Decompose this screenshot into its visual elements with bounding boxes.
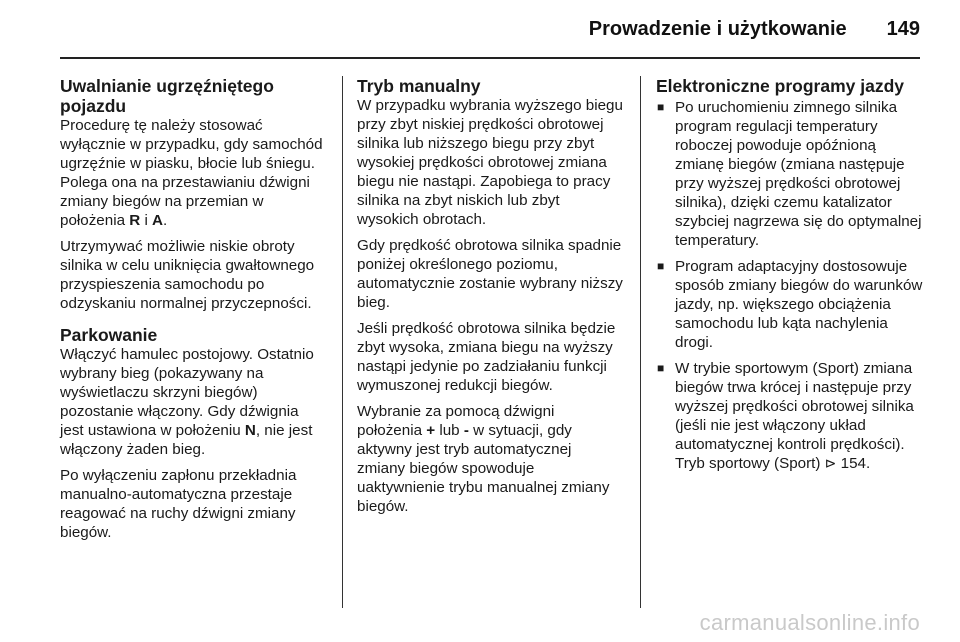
column-divider-1 (342, 76, 343, 608)
paragraph: Jeśli prędkość obrotowa silnika będzie zbyt wysoka, zmiana biegu na wyższy nastąpi jedynie po zadziałaniu funkcji wymuszonej redukcji biegów. (357, 320, 616, 394)
column-divider-2 (640, 76, 641, 608)
page-reference-icon: ⊳ (824, 455, 837, 471)
paragraph: Utrzymywać możliwie niskie obroty silnika w celu uniknięcia gwałtownego przyspieszenia samochodu po odzyskaniu normalnej przyczepności. (60, 238, 315, 312)
bullet-list (656, 98, 926, 473)
column-middle (357, 76, 623, 523)
paragraph: Procedurę tę należy stosować wyłącznie w przypadku, gdy samochód ugrzęźnie w piasku, błocie lub śniegu. Polega ona na przestawianiu dźwigni zmiany biegów na przemian w położenia R i A. (60, 117, 323, 229)
paragraph: Gdy prędkość obrotowa silnika spadnie poniżej określonego poziomu, automatycznie zostanie wybrany niższy bieg. (357, 237, 623, 311)
minus-symbol: - (463, 422, 469, 439)
column-left (60, 76, 326, 554)
section-heading-parking: Parkowanie (60, 325, 158, 345)
plus-symbol: + (426, 422, 436, 439)
header-rule (60, 57, 920, 59)
gear-letter-n: N (244, 422, 256, 439)
watermark-text: carmanualsonline.info (699, 610, 920, 635)
section-unstuck (60, 76, 326, 313)
square-bullet-icon: ■ (657, 259, 665, 273)
paragraph: Wybranie za pomocą dźwigni położenia + lub - w sytuacji, gdy aktywny jest tryb automatycznej zmiany biegów spowoduje uaktywnienie trybu manualnej zmiany biegów. (357, 403, 610, 515)
page-header (60, 18, 920, 50)
list-item: ■ Po uruchomieniu zimnego silnika program regulacji temperatury roboczej powoduje opóźnioną zmianę biegów (zmiana następuje przy wyższej prędkości obrotowej silnika), dzięki czemu katalizator szybciej nagrzewa się do optymalnej temperatury. (657, 99, 922, 249)
gear-letter-r: R (129, 212, 141, 229)
page-number: 149 (886, 18, 920, 40)
paragraph: Po wyłączeniu zapłonu przekładnia manualno-automatyczna przestaje reagować na ruchy dźwigni zmiany biegów. (60, 467, 297, 541)
square-bullet-icon: ■ (657, 100, 665, 114)
list-item: ■ Program adaptacyjny dostosowuje sposób zmiany biegów do warunków jazdy, np. większego obciążenia samochodu lub kąta nachylenia drogi. (657, 258, 923, 351)
section-heading-unstuck: Uwalnianie ugrzęźniętego pojazdu (60, 76, 274, 116)
section-heading-manual-mode: Tryb manualny (357, 76, 481, 96)
gear-letter-a: A (152, 212, 164, 229)
page-title: Prowadzenie i użytkowanie (588, 18, 847, 40)
section-heading-drive-programs: Elektroniczne programy jazdy (656, 76, 904, 96)
column-right (656, 76, 926, 480)
list-item: ■ W trybie sportowym (Sport) zmiana biegów trwa krócej i następuje przy wyższej prędkości obrotowej silnika (jeśli nie jest włączony układ automatycznej kontroli prędkości). Tryb sportowy (Sport) ⊳ 154. (657, 360, 914, 472)
page-reference-link[interactable]: 154 (840, 455, 866, 472)
paragraph: W przypadku wybrania wyższego biegu przy zbyt niskiej prędkości obrotowej silnika lub niższego biegu przy zbyt wysokiej prędkości obrotowej zmiana biegu nie nastąpi. Zapobiega to pracy silnika na zbyt niskich lub zbyt wysokich obrotach. (357, 97, 623, 228)
square-bullet-icon: ■ (657, 361, 665, 375)
paragraph: Włączyć hamulec postojowy. Ostatnio wybrany bieg (pokazywany na wyświetlaczu skrzyni biegów) pozostanie włączony. Gdy dźwignia jest ustawiona w położeniu N, nie jest włączony żaden bieg. (60, 346, 314, 458)
section-parking (60, 325, 326, 542)
